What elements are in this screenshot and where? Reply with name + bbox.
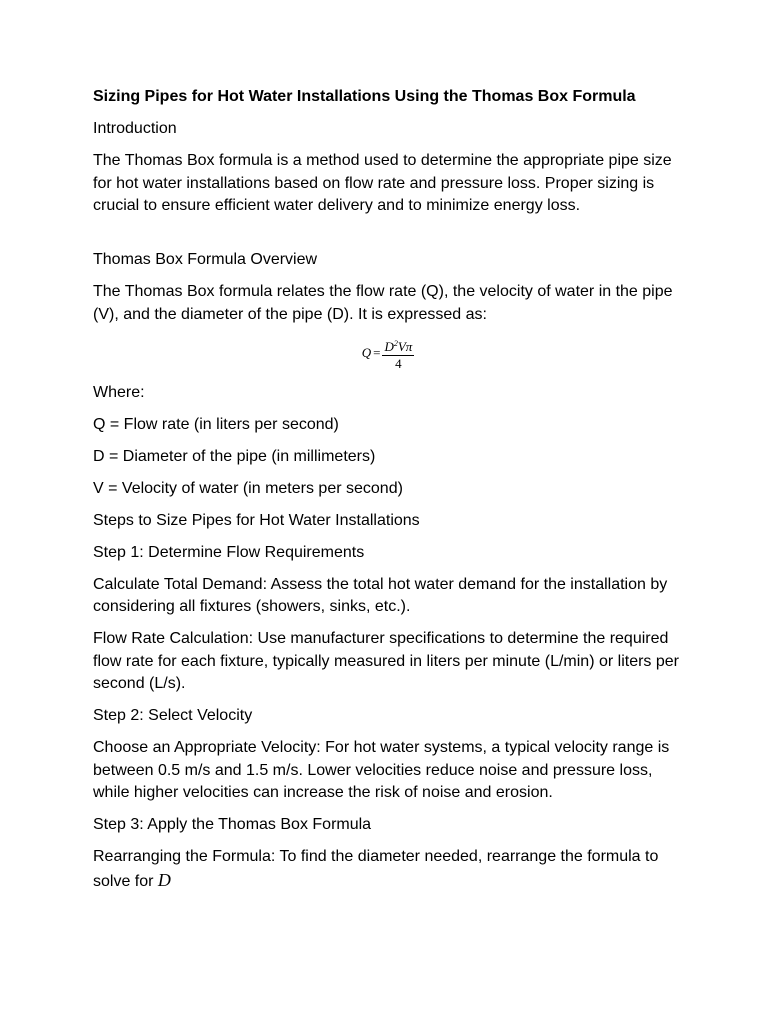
step2-paragraph-velocity: Choose an Appropriate Velocity: For hot water systems, a typical velocity range is between 0.5 m/s and 1.5 m/s. Lower velocities reduce noise and pressure loss, while higher velocities can increase the risk of noise and erosion. [93,739,670,801]
step3-paragraph-rearrange [93,846,683,893]
step3-text: Rearranging the Formula: To find the diameter needed, rearrange the formula to solve for [93,848,659,890]
step2-heading: Step 2: Select Velocity [93,707,253,724]
numerator-rest: Vπ [397,338,413,354]
numerator-exponent: 2 [393,338,398,348]
step1-paragraph-demand: Calculate Total Demand: Assess the total hot water demand for the installation by considering all fixtures (showers, sinks, etc.). [93,575,668,615]
intro-heading: Introduction [93,120,177,137]
blank-line [93,227,683,249]
formula-numerator [382,337,414,356]
definition-v: V = Velocity of water (in meters per second) [93,479,403,497]
definition-q: Q = Flow rate (in liters per second) [93,415,339,433]
step1-paragraph-flow-rate: Flow Rate Calculation: Use manufacturer specifications to determine the required flow rate for each fixture, typically measured in liters per minute (L/min) or liters per second (L/s). [93,630,679,692]
document-page [93,86,683,903]
numerator-base: D [384,338,394,354]
steps-heading: Steps to Size Pipes for Hot Water Installations [93,511,420,529]
overview-paragraph: The Thomas Box formula relates the flow rate (Q), the velocity of water in the pipe (V), and the diameter of the pipe (D). It is expressed as: [93,283,673,323]
intro-paragraph: The Thomas Box formula is a method used to determine the appropriate pipe size for hot water installations based on flow rate and pressure loss. Proper sizing is crucial to ensure efficient water delivery and to minimize energy loss. [93,152,672,214]
formula-lhs: Q [361,345,372,361]
step3-variable-d: D [157,869,171,890]
step3-heading: Step 3: Apply the Thomas Box Formula [93,816,372,833]
formula-denominator: 4 [395,355,402,371]
where-label: Where: [93,383,145,401]
thomas-box-formula [93,334,683,374]
formula-fraction [382,337,414,371]
document-title: Sizing Pipes for Hot Water Installations Using the Thomas Box Formula [93,88,636,105]
formula-equals: = [373,345,381,361]
definition-d: D = Diameter of the pipe (in millimeters) [93,447,376,465]
step1-heading: Step 1: Determine Flow Requirements [93,543,365,561]
overview-heading: Thomas Box Formula Overview [93,251,318,268]
